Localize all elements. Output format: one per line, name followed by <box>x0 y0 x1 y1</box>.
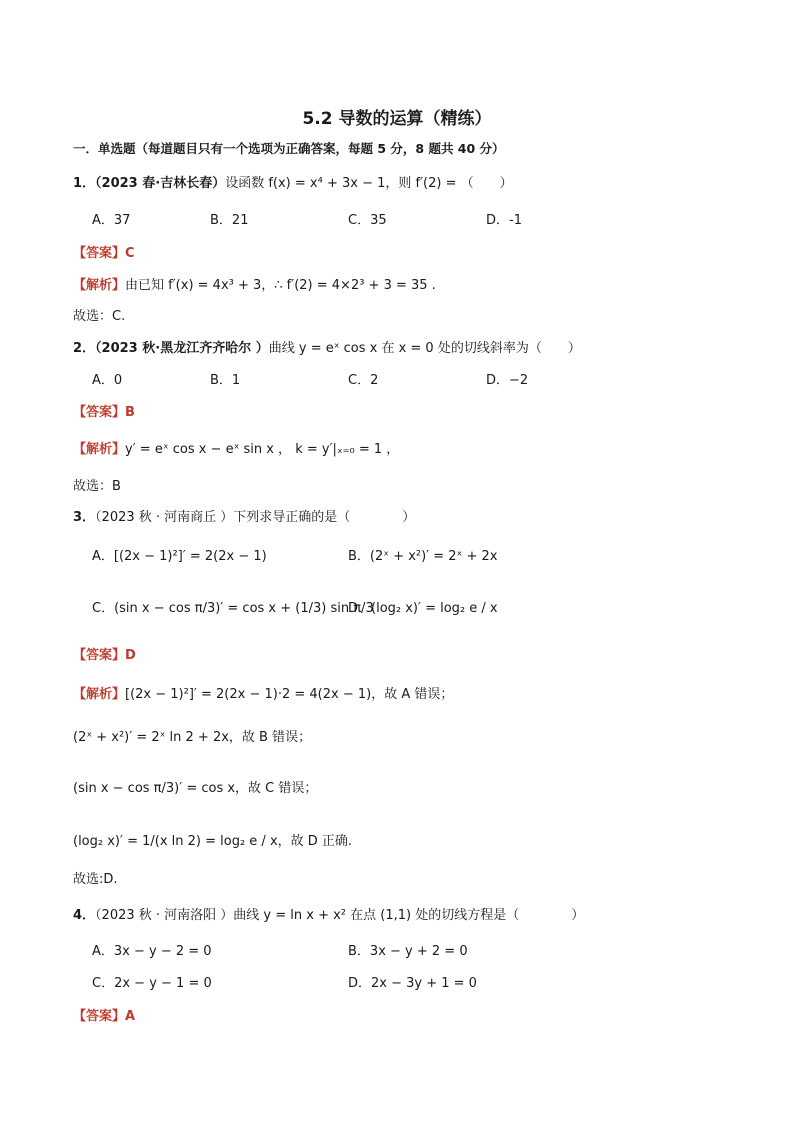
option-d: D．−2 <box>486 373 529 388</box>
analysis-line <box>73 683 453 702</box>
question-3 <box>73 506 415 525</box>
question-4 <box>73 904 584 923</box>
option-c: C．2x − y − 1 = 0 <box>92 976 212 991</box>
answer-label: 【答案】 <box>73 405 126 420</box>
question-source: （2023 秋 · 河南洛阳 ） <box>95 908 234 923</box>
question-stem: 曲线 y = eˣ cos x 在 x = 0 处的切线斜率为（ ） <box>268 341 581 356</box>
option-a: A．37 <box>92 213 131 228</box>
option-b: B．3x − y + 2 = 0 <box>348 944 468 959</box>
answer-line <box>73 242 135 261</box>
analysis-text: y′ = eˣ cos x − eˣ sin x ， k = y′|ₓ₌₀ = 1 ， <box>125 442 400 457</box>
answer-label: 【答案】 <box>73 1009 126 1024</box>
option-c: C．2 <box>348 373 379 388</box>
question-number: 1． <box>73 176 96 191</box>
option-d: D．-1 <box>486 213 522 228</box>
answer-label: 【答案】 <box>73 648 126 663</box>
question-2 <box>73 337 581 356</box>
analysis-line: (log₂ x)′ = 1/(x ln 2) = log₂ e / x，故 D 正确. <box>73 834 353 849</box>
answer-label: 【答案】 <box>73 246 126 261</box>
analysis-text: [(2x − 1)²]′ = 2(2x − 1)·2 = 4(2x − 1)，故 A 错误； <box>125 687 454 702</box>
question-source: （2023 秋·黑龙江齐齐哈尔 ） <box>95 341 269 356</box>
option-b: B．21 <box>210 213 249 228</box>
question-stem: 设函数 f(x) = x⁴ + 3x − 1，则 f′(2) = （ ） <box>225 176 513 191</box>
section-heading: 一．单选题（每道题目只有一个选项为正确答案，每题 5 分，8 题共 40 分） <box>73 141 505 156</box>
option-c: C．35 <box>348 213 387 228</box>
select-line: 故选：B <box>73 479 121 494</box>
option-a: A．0 <box>92 373 123 388</box>
select-line: 故选:D. <box>73 872 118 887</box>
answer-line <box>73 1005 135 1024</box>
question-number: 2． <box>73 341 96 356</box>
select-line: 故选：C. <box>73 309 126 324</box>
answer-value: A <box>125 1009 136 1024</box>
question-stem: 下列求导正确的是（ ） <box>233 510 416 525</box>
page-title: 5.2 导数的运算（精练） <box>302 109 492 129</box>
question-1 <box>73 172 513 191</box>
analysis-label: 【解析】 <box>73 687 126 702</box>
question-source: （2023 秋 · 河南商丘 ） <box>95 510 234 525</box>
question-stem: 曲线 y = ln x + x² 在点 (1,1) 处的切线方程是（ ） <box>233 908 585 923</box>
option-a: A．[(2x − 1)²]′ = 2(2x − 1) <box>92 549 267 564</box>
analysis-line <box>73 274 436 293</box>
option-b: B．(2ˣ + x²)′ = 2ˣ + 2x <box>348 549 498 564</box>
answer-value: D <box>125 648 136 663</box>
answer-line <box>73 401 135 420</box>
question-source: （2023 春·吉林长春） <box>95 176 226 191</box>
analysis-line: (sin x − cos π/3)′ = cos x，故 C 错误； <box>73 781 318 796</box>
answer-value: C <box>125 246 135 261</box>
option-c: C．(sin x − cos π/3)′ = cos x + (1/3) sin π/3 <box>92 601 374 616</box>
analysis-line <box>73 438 399 457</box>
answer-line <box>73 644 136 663</box>
analysis-label: 【解析】 <box>73 278 126 293</box>
answer-value: B <box>125 405 135 420</box>
analysis-label: 【解析】 <box>73 442 126 457</box>
option-d: D．2x − 3y + 1 = 0 <box>348 976 477 991</box>
option-d: D．(log₂ x)′ = log₂ e / x <box>348 601 498 616</box>
option-a: A．3x − y − 2 = 0 <box>92 944 212 959</box>
analysis-line: (2ˣ + x²)′ = 2ˣ ln 2 + 2x，故 B 错误； <box>73 730 312 745</box>
question-number: 3． <box>73 510 96 525</box>
analysis-text: 由已知 f′(x) = 4x³ + 3，∴ f′(2) = 4×2³ + 3 = 35 . <box>125 278 436 293</box>
option-b: B．1 <box>210 373 241 388</box>
question-number: 4． <box>73 908 96 923</box>
